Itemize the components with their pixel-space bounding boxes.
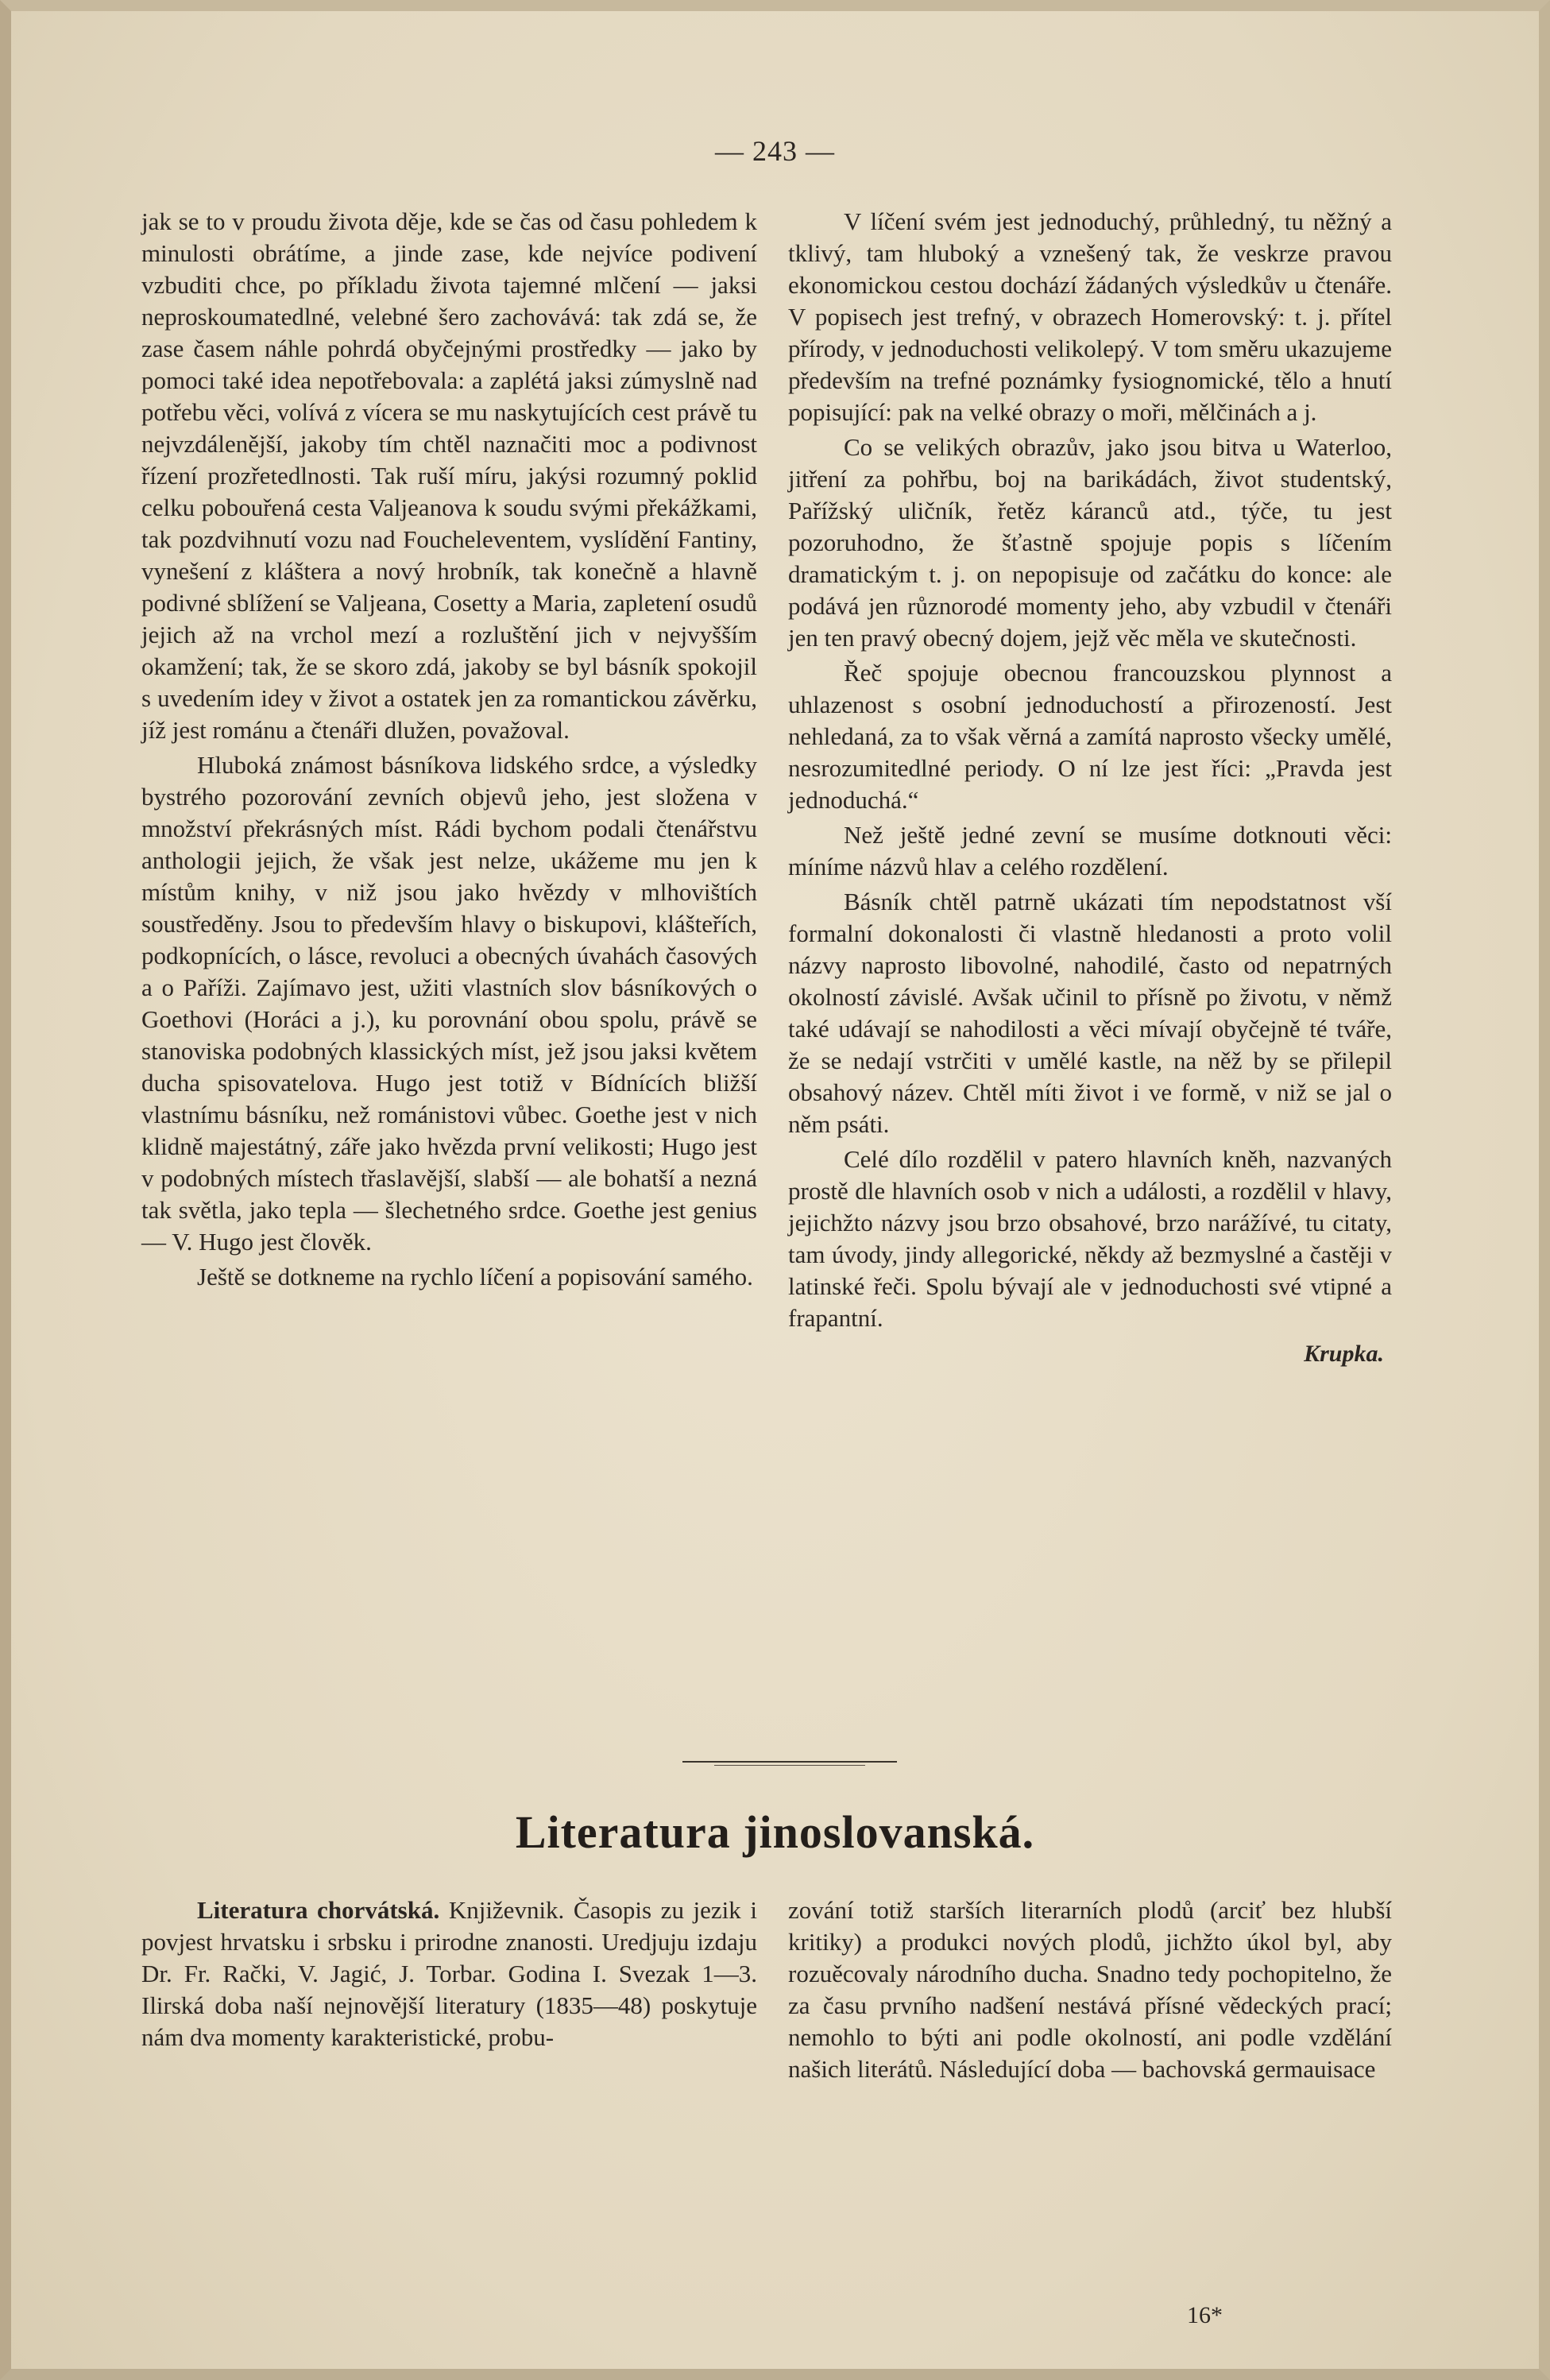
left-column (141, 206, 757, 1296)
left-paragraph-1: jak se to v proudu života děje, kde se čas od času pohledem k minulosti obrátíme, a jinde zase, kde nejvíce podivení vzbuditi chce, po příkladu života tajemné mlčení — jaksi neproskoumatedlné, velebné šero zachovává: tak zdá se, že zase časem náhle pohrdá obyčejnými prostředky — jako by pomoci také idea nepotřebovala: a zaplétá jaksi zúmyslně nad potřebu věci, volívá z vícera se mu naskytujících cest právě tu nejvzdálenější, jakoby tím chtěl naznačiti moc a podivnost řízení prozřetedlnosti. Tak ruší míru, jakýsi rozumný poklid celku pobouřená cesta Valjeanova k soudu svými překážkami, tak pozdvihnutí vozu nad Foucheleventem, vyslídění Fantiny, vynešení z kláštera a nový hrobník, tak konečně a hlavně podivné sblížení se Valjeana, Cosetty a Maria, zapletení osudů jejich až na vrchol mezí a rozluštění jich v nejvyšším okamžení; tak, že se skoro zdá, jakoby se byl básník spokojil s uvedením idey v život a ostatek jen za romantickou závěrku, jíž jest románu a čtenáři dlužen, považoval. (141, 207, 757, 744)
bottom-left-column (141, 1894, 757, 2053)
right-column (788, 206, 1392, 1368)
page-number: — 243 — (715, 135, 835, 167)
review-text: Književnik. Časopis zu jezik i povjest hrvatsku i srbsku i prirodne znanosti. Uredjuju izdaju Dr. Fr. Rački, V. Jagić, J. Torbar. Godina I. Svezak 1—3. Ilirská doba naší nejnovější literatury (1835—48) poskytuje nám dva momenty karakteristické, probu- (141, 1896, 758, 2051)
review-heading: Literatura chorvátská. (197, 1896, 440, 1924)
right-paragraph-1: V líčení svém jest jednoduchý, průhledný, tu něžný a tklivý, tam hluboký a vznešený tak, že veskrze pravou ekonomickou cestou dochází žádaných výsledkův u čtenáře. V popisech jest trefný, v obrazech Homerovský: t. j. přítel přírody, v jednoduchosti velikolepý. V tom směru ukazujeme především na trefné poznámky fysiognomické, tělo a hnutí popisující: pak na velké obrazy o moři, mělčinách a j. (788, 207, 1392, 426)
author-signature: Krupka. (1304, 1341, 1384, 1367)
right-paragraph-4: Než ještě jedné zevní se musíme dotknouti věci: míníme názvů hlav a celého rozdělení. (788, 821, 1392, 880)
bottom-left-paragraph (141, 1894, 757, 2053)
signature-mark: 16* (1187, 2302, 1223, 2328)
bottom-right-paragraph: zování totiž starších literarních plodů (arciť bez hlubší kritiky) a produkci nových plodů, jichžto úkol byl, aby rozuěcovaly národního ducha. Snadno tedy pochopitelno, že za času prvního nadšení nestává přísné vědeckých prací; nemohlo to býti ani podle okolností, ani podle vzdělání našich literátů. Následující doba — bachovská germauisace (788, 1896, 1392, 2083)
section-divider (682, 1761, 897, 1763)
left-paragraph-2: Hluboká známost básníkova lidského srdce, a výsledky bystrého pozorování zevních objevů jeho, jest složena v množství překrásných míst. Rádi bychom podali čtenářstvu anthologii jejich, že však jest nelze, ukážeme mu jen k místům knihy, v niž jsou jako hvězdy v mlhovištích soustředěny. Jsou to především hlavy o biskupovi, klášteřích, podkopnících, o lásce, revoluci a obecných úvahách časových a o Paříži. Zajímavo jest, užiti vlastních slov básníkových o Goethovi (Horáci a j.), ku porovnání obou spolu, právě se stanoviska podobných klassických míst, jež jsou jaksi květem ducha spisovatelova. Hugo jest totiž v Bídnících bližší vlastnímu básníku, než románistovi vůbec. Goethe jest v nich klidně majestátný, záře jako hvězda první velikosti; Hugo jest v podobných místech třaslavější, slabší — ale bohatší a nezná tak světla, jako tepla — šlechetného srdce. Goethe jest genius — V. Hugo jest člověk. (141, 751, 757, 1256)
left-paragraph-3: Ještě se dotkneme na rychlo líčení a popisování samého. (197, 1263, 753, 1291)
right-paragraph-2: Co se velikých obrazův, jako jsou bitva u Waterloo, jitření za pohřbu, boj na barikádách, život studentský, Pařížský uličník, řetěz káranců atd., týče, tu jest pozoruhodno, že šťastně spojuje popis s líčením dramatickým t. j. on nepopisuje od začátku do konce: ale podává jen různorodé momenty jeho, aby vzbudil v čtenáři jen ten pravý obecný dojem, jejž věc měla ve skutečnosti. (788, 433, 1392, 652)
right-paragraph-5: Básník chtěl patrně ukázati tím nepodstatnost vší formalní dokonalosti či vlastně hledanosti a proto volil názvy naprosto libovolné, nahodilé, často od nepatrných okolností závislé. Avšak učinil to přísně po životu, v němž také udávají se nahodilosti a věci mívají obyčejně té tváře, že se nedají vstrčiti v umělé kastle, na něž by se přilepil obsahový název. Chtěl míti život i ve formě, v niž se jal o něm psáti. (788, 888, 1392, 1138)
page-surface (11, 11, 1539, 2369)
section-title: Literatura jinoslovanská. (515, 1806, 1035, 1858)
right-paragraph-3: Řeč spojuje obecnou francouzskou plynnost a uhlazenost s osobní jednoduchostí a přirozeností. Jest nehledaná, za to však věrná a zamítá naprosto všecky umělé, nesrozumitedlné periody. O ní lze jest říci: „Pravda jest jednoduchá.“ (788, 659, 1392, 814)
bottom-right-column (788, 1894, 1392, 2085)
right-paragraph-6: Celé dílo rozdělil v patero hlavních kněh, nazvaných prostě dle hlavních osob v nich a události, a rozdělil v hlavy, jejichžto názvy jsou brzo obsahové, brzo narážívé, tu citaty, tam úvody, jindy allegorické, někdy až bezmyslné a častěji v latinské řeči. Spolu bývají ale v jednoduchosti své vtipné a frapantní. (788, 1145, 1392, 1332)
